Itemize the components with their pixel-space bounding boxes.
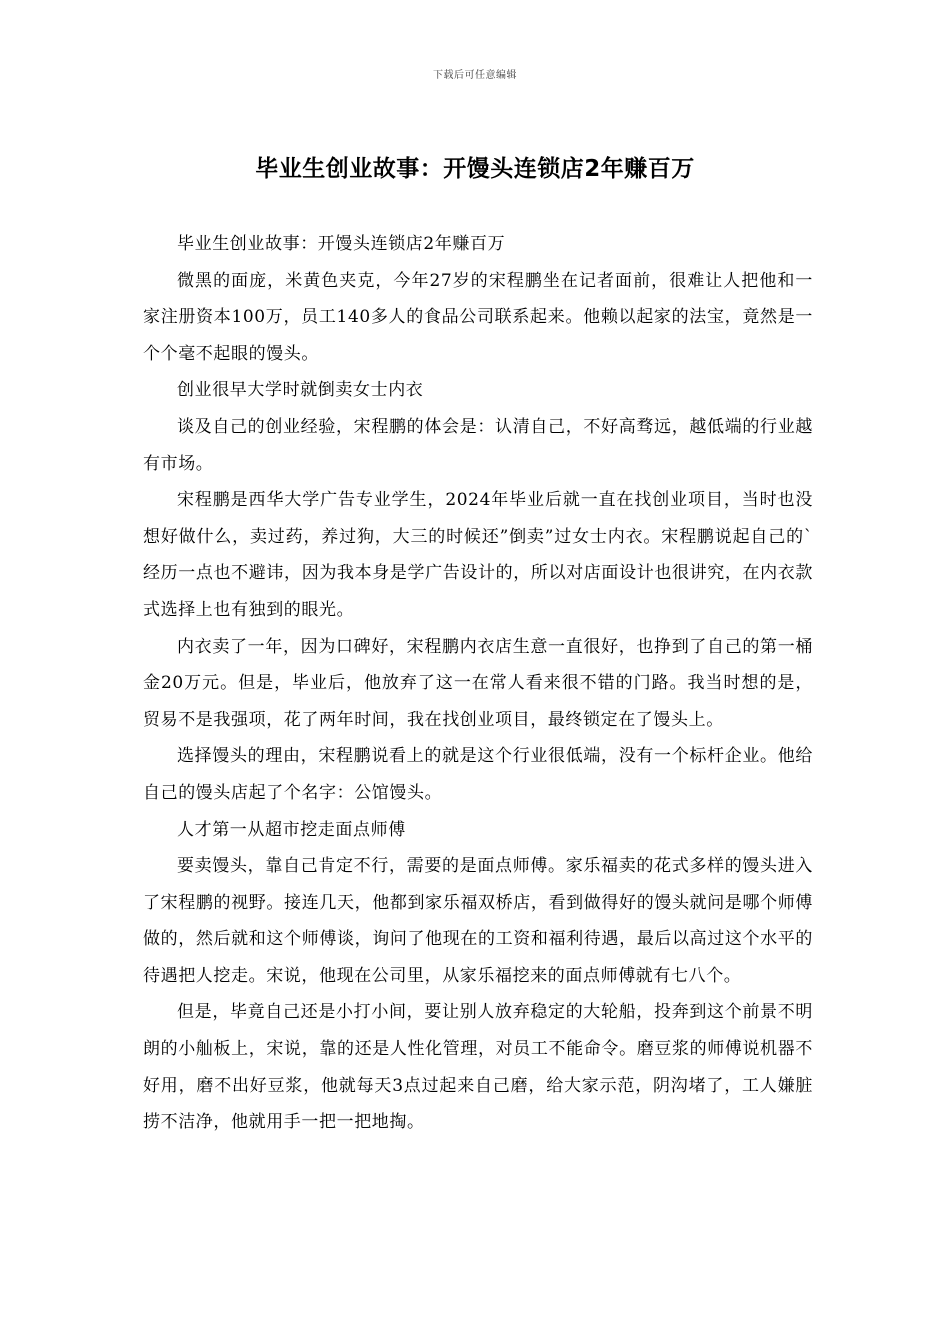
paragraph: 选择馒头的理由，宋程鹏说看上的就是这个行业很低端，没有一个标杆企业。他给自己的馒头店起了个名字：公馆馒头。	[143, 746, 813, 803]
paragraph: 但是，毕竟自己还是小打小间，要让别人放弃稳定的大轮船，投奔到这个前景不明朗的小舢板上，宋说，靠的还是人性化管理，对员工不能命令。磨豆浆的师傅说机器不好用，磨不出好豆浆，他就每天3点过起来自己磨，给大家示范，阴沟堵了，工人嫌脏捞不洁净，他就用手一把一把地掏。	[143, 1002, 813, 1133]
paragraph: 宋程鹏是西华大学广告专业学生，2024年毕业后就一直在找创业项目，当时也没想好做什么，卖过药，养过狗，大三的时候还”倒卖”过女士内衣。宋程鹏说起自己的`经历一点也不避讳，因为我本身是学广告设计的，所以对店面设计也很讲究，在内衣款式选择上也有独到的眼光。	[143, 490, 813, 620]
paragraph: 谈及自己的创业经验，宋程鹏的体会是：认清自己，不好高骛远，越低端的行业越有市场。	[143, 416, 813, 474]
paragraph: 要卖馒头，靠自己肯定不行，需要的是面点师傅。家乐福卖的花式多样的馒头进入了宋程鹏的视野。接连几天，他都到家乐福双桥店，看到做得好的馒头就问是哪个师傅做的，然后就和这个师傅谈，询问了他现在的工资和福利待遇，最后以高过这个水平的待遇把人挖走。宋说，他现在公司里，从家乐福挖来的面点师傅就有七八个。	[143, 856, 813, 986]
document-title: 毕业生创业故事：开馒头连锁店2年赚百万	[255, 156, 695, 182]
header-note: 下载后可任意编辑	[433, 70, 517, 81]
paragraph: 微黑的面庞，米黄色夹克，今年27岁的宋程鹏坐在记者面前，很难让人把他和一家注册资本100万，员工140多人的食品公司联系起来。他赖以起家的法宝，竟然是一个个毫不起眼的馒头。	[143, 270, 813, 364]
section-heading: 创业很早大学时就倒卖女士内衣	[177, 380, 424, 401]
paragraph: 毕业生创业故事：开馒头连锁店2年赚百万	[177, 234, 506, 254]
document-body	[143, 226, 813, 1141]
paragraph: 内衣卖了一年，因为口碑好，宋程鹏内衣店生意一直很好，也挣到了自己的第一桶金20万元。但是，毕业后，他放弃了这一在常人看来很不错的门路。我当时想的是，贸易不是我强项，花了两年时间，我在找创业项目，最终锁定在了馒头上。	[143, 636, 813, 730]
section-heading: 人才第一从超市挖走面点师傅	[177, 819, 406, 840]
